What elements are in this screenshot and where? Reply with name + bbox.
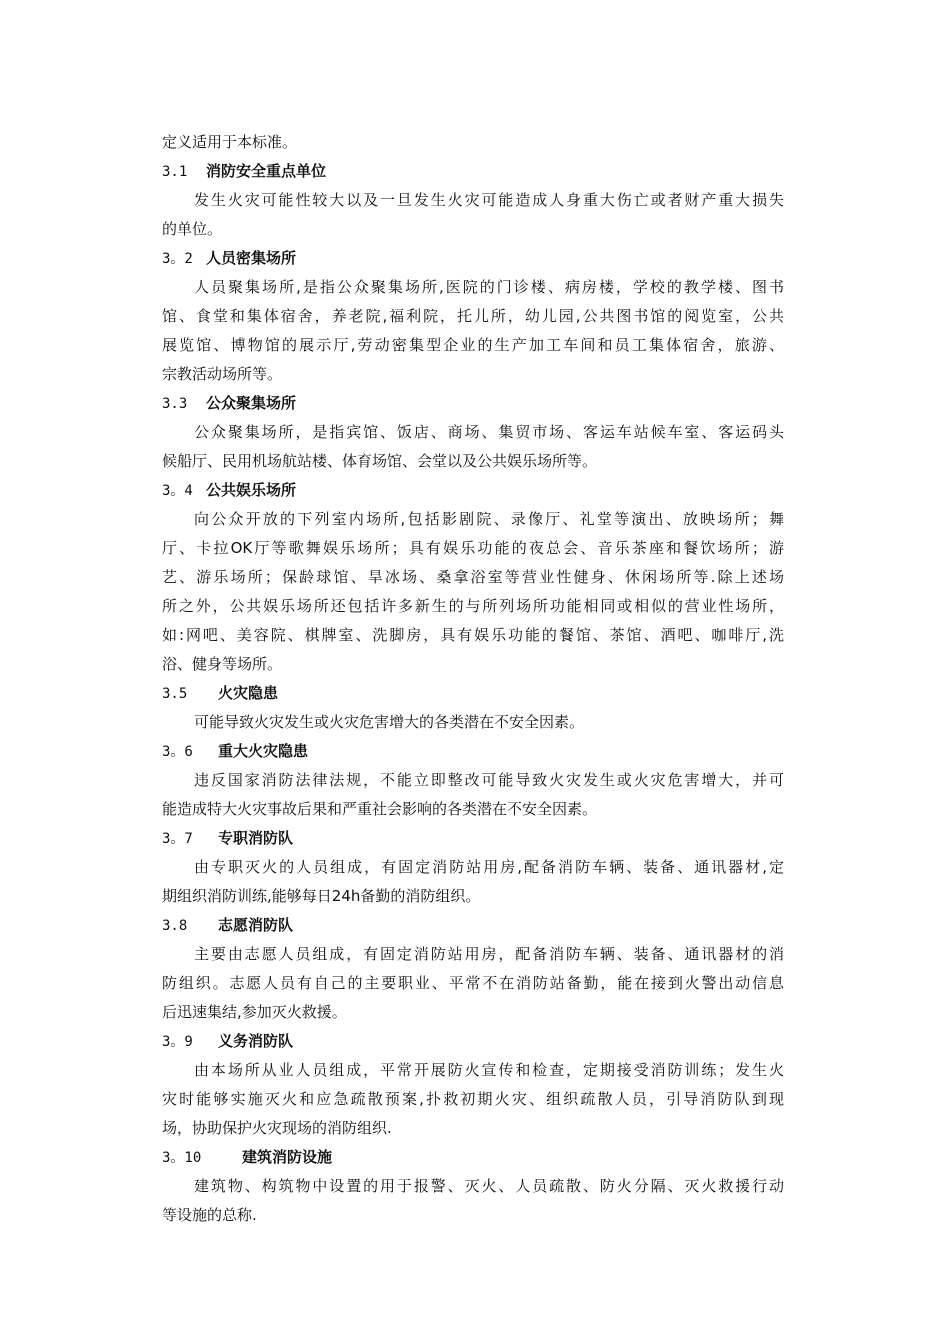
section-number: 3。9 [162, 1034, 193, 1050]
section-heading-3-8 [162, 911, 784, 940]
paragraph-line: 人员聚集场所,是指公众聚集场所,医院的门诊楼、病房楼，学校的教学楼、图书 [194, 278, 784, 296]
section-title: 义务消防队 [218, 1032, 294, 1050]
paragraph-line: 向公众开放的下列室内场所,包括影剧院、录像厅、礼堂等演出、放映场所；舞 [194, 510, 784, 528]
section-number: 3。2 [162, 251, 193, 267]
section-title: 建筑消防设施 [242, 1148, 333, 1166]
paragraph-line: 主要由志愿人员组成，有固定消防站用房，配备消防车辆、装备、通讯器材的消 [194, 945, 784, 963]
section-title: 火灾隐患 [218, 684, 279, 702]
section-paragraph-3-9 [162, 1056, 784, 1143]
document-body [162, 128, 784, 1230]
section-paragraph-3-5 [162, 708, 784, 737]
section-number: 3.8 [162, 918, 188, 934]
paragraph-line: 由本场所从业人员组成，平常开展防火宣传和检查，定期接受消防训练；发生火 [194, 1061, 784, 1079]
section-number: 3。10 [162, 1150, 202, 1166]
section-number: 3。7 [162, 831, 193, 847]
section-heading-3-9 [162, 1027, 784, 1056]
section-number: 3.1 [162, 164, 188, 180]
section-paragraph-3-8 [162, 940, 784, 1027]
paragraph-line: 场，协助保护火灾现场的消防组织. [162, 1119, 392, 1137]
section-heading-3-7 [162, 824, 784, 853]
section-heading-3-1 [162, 157, 784, 186]
section-title: 公共娱乐场所 [206, 481, 297, 499]
paragraph-line: 能造成特大火灾事故后果和严重社会影响的各类潜在不安全因素。 [162, 800, 598, 818]
section-heading-3-6 [162, 737, 784, 766]
section-paragraph-3-4 [162, 505, 784, 679]
paragraph-line: 公众聚集场所，是指宾馆、饭店、商场、集贸市场、客运车站候车室、客运码头 [194, 423, 784, 441]
section-title: 志愿消防队 [218, 916, 294, 934]
section-number: 3.3 [162, 396, 188, 412]
section-heading-3-10 [162, 1143, 784, 1172]
section-paragraph-3-6 [162, 766, 784, 824]
paragraph-line: 所之外，公共娱乐场所还包括许多新生的与所列场所功能相同或相似的营业性场所， [162, 597, 784, 615]
section-title: 人员密集场所 [206, 249, 297, 267]
section-title: 消防安全重点单位 [206, 162, 327, 180]
paragraph-line: 后迅速集结,参加灭火救援。 [162, 1003, 347, 1021]
intro-line: 定义适用于本标准。 [162, 133, 298, 151]
paragraph-line: 由专职灭火的人员组成，有固定消防站用房,配备消防车辆、装备、通讯器材,定 [194, 858, 784, 876]
paragraph-line: 发生火灾可能性较大以及一旦发生火灾可能造成人身重大伤亡或者财产重大损失 [194, 191, 784, 209]
section-paragraph-3-7 [162, 853, 784, 911]
section-title: 公众聚集场所 [206, 394, 297, 412]
paragraph-line: 违反国家消防法律法规，不能立即整改可能导致火灾发生或火灾危害增大，并可 [194, 771, 784, 789]
paragraph-line: 厅、卡拉OK厅等歌舞娱乐场所；具有娱乐功能的夜总会、音乐茶座和餐饮场所；游 [162, 539, 784, 557]
paragraph-line: 艺、游乐场所；保龄球馆、旱冰场、桑拿浴室等营业性健身、休闲场所等.除上述场 [162, 568, 784, 586]
section-paragraph-3-1 [162, 186, 784, 244]
section-number: 3。4 [162, 483, 193, 499]
section-paragraph-3-2 [162, 273, 784, 389]
paragraph-line: 如:网吧、美容院、棋牌室、洗脚房，具有娱乐功能的餐馆、茶馆、酒吧、咖啡厅,洗 [162, 626, 784, 644]
paragraph-line: 浴、健身等场所。 [162, 655, 283, 673]
paragraph-line: 建筑物、构筑物中设置的用于报警、灭火、人员疏散、防火分隔、灭火救援行动 [194, 1177, 784, 1195]
section-number: 3。6 [162, 744, 193, 760]
paragraph-line: 期组织消防训练,能够每日24h备勤的消防组织。 [162, 887, 481, 905]
section-number: 3.5 [162, 686, 188, 702]
paragraph-line: 候船厅、民用机场航站楼、体育场馆、会堂以及公共娱乐场所等。 [162, 452, 598, 470]
section-title: 重大火灾隐患 [218, 742, 309, 760]
paragraph-line: 防组织。志愿人员有自己的主要职业、平常不在消防站备勤，能在接到火警出动信息 [162, 974, 784, 992]
paragraph-line: 可能导致火灾发生或火灾危害增大的各类潜在不安全因素。 [194, 713, 585, 731]
section-title: 专职消防队 [218, 829, 294, 847]
section-paragraph-3-3 [162, 418, 784, 476]
section-heading-3-4 [162, 476, 784, 505]
paragraph-line: 馆、食堂和集体宿舍，养老院,福利院，托儿所，幼儿园,公共图书馆的阅览室，公共 [162, 307, 784, 325]
paragraph-line: 宗教活动场所等。 [162, 365, 283, 383]
paragraph-line: 等设施的总称. [162, 1206, 257, 1224]
paragraph-line: 的单位。 [162, 220, 223, 238]
section-paragraph-3-10 [162, 1172, 784, 1230]
section-heading-3-2 [162, 244, 784, 273]
section-heading-3-5 [162, 679, 784, 708]
paragraph-line: 展览馆、博物馆的展示厅,劳动密集型企业的生产加工车间和员工集体宿舍，旅游、 [162, 336, 784, 354]
section-heading-3-3 [162, 389, 784, 418]
paragraph-line: 灾时能够实施灭火和应急疏散预案,扑救初期火灾、组织疏散人员，引导消防队到现 [162, 1090, 784, 1108]
